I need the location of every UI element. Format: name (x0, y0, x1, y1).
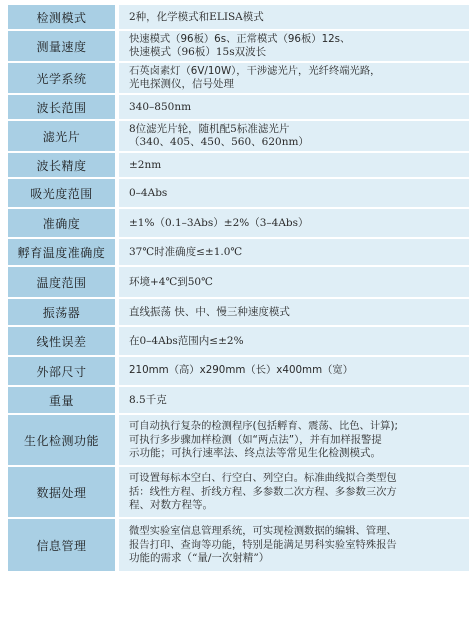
spec-label: 波长范围 (8, 95, 115, 119)
spec-value (119, 153, 469, 177)
spec-table (8, 5, 469, 571)
spec-label: 吸光度范围 (8, 179, 115, 207)
spec-value-line: 功能的需求（“量/一次射精”） (129, 552, 270, 564)
spec-row-external-dimensions (8, 357, 469, 385)
spec-row-accuracy (8, 209, 469, 237)
spec-value-line: 示功能；可执行速率法、终点法等常见生化检测模式。 (129, 447, 381, 459)
spec-value (119, 5, 469, 29)
spec-label: 振荡器 (8, 299, 115, 325)
spec-label: 准确度 (8, 209, 115, 237)
spec-value-line: 可执行多步骤加样检测（如“两点法”），并有加样报警提 (129, 433, 382, 446)
spec-value-line: 报告打印、查询等功能，特别是能满足男科实验室特殊报告 (129, 538, 397, 551)
spec-value (119, 239, 469, 265)
spec-row-weight (8, 387, 469, 413)
spec-value-line: 环境+4℃到50℃ (129, 275, 213, 288)
spec-label: 数据处理 (8, 467, 115, 517)
spec-label: 波长精度 (8, 153, 115, 177)
spec-value-line: 可设置每标本空白、行空白、列空白。标准曲线拟合类型包 (129, 472, 397, 484)
spec-row-measurement-speed (8, 31, 469, 61)
spec-label: 外部尺寸 (8, 357, 115, 385)
spec-value (119, 209, 469, 237)
spec-label: 光学系统 (8, 63, 115, 93)
spec-label: 温度范围 (8, 267, 115, 297)
spec-label: 检测模式 (8, 5, 115, 29)
spec-value (119, 63, 469, 93)
spec-row-filter (8, 121, 469, 151)
spec-value (119, 179, 469, 207)
spec-label: 生化检测功能 (8, 415, 115, 465)
spec-label: 测量速度 (8, 31, 115, 61)
spec-value-line: 石英卤素灯（6V/10W），干涉滤光片，光纤终端光路， (129, 64, 381, 77)
spec-value (119, 415, 469, 465)
spec-value-line: 340–850nm (129, 100, 192, 113)
spec-value-line: 微型实验室信息管理系统，可实现检测数据的编辑、管理、 (129, 525, 397, 537)
spec-value (119, 327, 469, 355)
spec-value (119, 267, 469, 297)
spec-value (119, 467, 469, 517)
spec-row-data-processing (8, 467, 469, 517)
spec-value-line: 光电探测仪，信号处理 (129, 78, 234, 91)
spec-value (119, 357, 469, 385)
spec-value-line: （340、405、450、560、620nm） (129, 136, 309, 148)
spec-value-line: 快速模式（96板）15s双波长 (129, 46, 267, 59)
spec-row-wavelength-range (8, 95, 469, 119)
spec-row-linearity-error (8, 327, 469, 355)
spec-value-line: 直线振荡 快、中、慢三种速度模式 (129, 305, 290, 318)
spec-row-biochem-function (8, 415, 469, 465)
spec-value-line: 0–4Abs (129, 186, 168, 199)
spec-label: 滤光片 (8, 121, 115, 151)
spec-row-optical-system (8, 63, 469, 93)
spec-value (119, 121, 469, 151)
spec-value-line: 37℃时准确度≤±1.0℃ (129, 245, 243, 258)
spec-label: 信息管理 (8, 519, 115, 571)
spec-row-info-management (8, 519, 469, 571)
spec-value-line: 括：线性方程、折线方程、多参数二次方程、多参数三次方 (129, 485, 397, 498)
spec-value-line: ±1%（0.1–3Abs）±2%（3–4Abs） (129, 216, 309, 229)
spec-value-line: 8.5千克 (129, 393, 167, 406)
spec-row-wavelength-accuracy (8, 153, 469, 177)
spec-value-line: 快速模式（96板）6s、正常模式（96板）12s、 (129, 32, 351, 45)
spec-label: 线性误差 (8, 327, 115, 355)
spec-value-line: 8位滤光片轮，随机配5标准滤光片 (129, 123, 290, 135)
spec-value (119, 95, 469, 119)
spec-value-line: 可自动执行复杂的检测程序(包括孵育、震荡、比色、计算); (129, 420, 398, 432)
spec-row-shaker (8, 299, 469, 325)
spec-value (119, 519, 469, 571)
spec-row-absorbance-range (8, 179, 469, 207)
spec-value-line: 210mm（高）x290mm（长）x400mm（宽） (129, 364, 354, 377)
spec-row-detection-mode (8, 5, 469, 29)
spec-value (119, 299, 469, 325)
spec-row-temperature-range (8, 267, 469, 297)
spec-label: 孵育温度准确度 (8, 239, 115, 265)
spec-value-line: 2种，化学模式和ELISA模式 (129, 10, 264, 23)
spec-value-line: 程、对数方程等。 (129, 499, 213, 511)
spec-value (119, 31, 469, 61)
spec-value (119, 387, 469, 413)
spec-value-line: ±2nm (129, 158, 162, 171)
spec-value-line: 在0–4Abs范围内≤±2% (129, 334, 244, 347)
spec-label: 重量 (8, 387, 115, 413)
spec-row-incubation-temp-accuracy (8, 239, 469, 265)
